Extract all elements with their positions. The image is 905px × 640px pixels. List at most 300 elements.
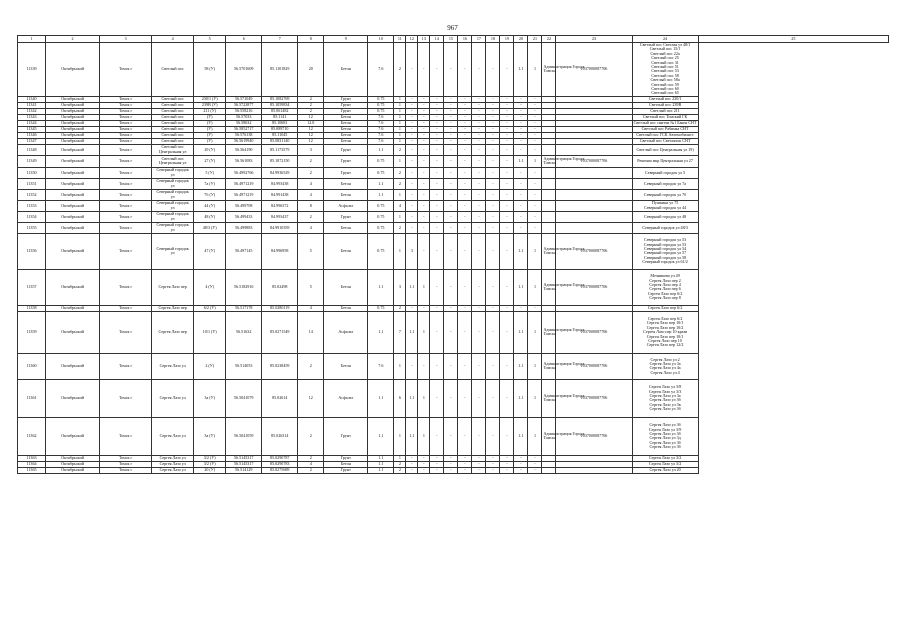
cell-c22: - — [528, 200, 542, 211]
cell-served-addresses-line: Сергея Лазо ул 3/3 — [648, 388, 682, 394]
cell-owner-line: Администрация Города — [543, 360, 585, 366]
cell-served-addresses-line: Сергея Лазо пер 8 — [649, 295, 681, 301]
cell-c13: - — [406, 96, 418, 102]
cell-surface: Бетон — [324, 114, 368, 120]
cell-area: 14 — [298, 311, 324, 353]
cell-district: Октябрьский — [46, 311, 100, 353]
cell-c18: - — [472, 305, 486, 311]
cell-c22: - — [528, 222, 542, 233]
cell-served-addresses — [632, 353, 698, 379]
cell-owner-line: Администрация Города — [543, 326, 585, 332]
cell-volume: 0.75 — [368, 200, 394, 211]
cell-c17: - — [458, 43, 472, 97]
table-row — [18, 167, 889, 178]
cell-c19: - — [486, 211, 500, 222]
cell-street-line: Сергея Лазо ул — [159, 395, 186, 401]
cell-latitude: 56.58632 — [226, 120, 262, 126]
cell-c18: - — [472, 211, 486, 222]
cell-c16: - — [444, 379, 458, 417]
cell-c20: - — [500, 233, 514, 269]
cell-longitude: 84.996958 — [262, 233, 298, 269]
cell-served-addresses-line: Светлый пос Центральная ул 19) — [636, 146, 694, 152]
cell-number: 47 (У) — [194, 233, 226, 269]
cell-district: Октябрьский — [46, 43, 100, 97]
cell-latitude: 56.5852717 — [226, 126, 262, 132]
cell-street-line: Светлый пос — [161, 120, 184, 126]
cell-c17: - — [458, 178, 472, 189]
column-number-10: 10 — [368, 36, 394, 43]
cell-longitude: 85.0831140 — [262, 138, 298, 144]
cell-volume: 0.75 — [368, 96, 394, 102]
cell-c21: - — [514, 178, 528, 189]
cell-number: 6/2 (У) — [194, 305, 226, 311]
cell-c21: - — [514, 144, 528, 155]
cell-c13: 1.1 — [406, 269, 418, 305]
cell-c22: 1 — [528, 353, 542, 379]
column-number-6: 6 — [226, 36, 262, 43]
cell-c20: - — [500, 200, 514, 211]
cell-served-addresses-line: Светлый пос ГСК Автомобилист — [636, 132, 694, 138]
cell-served-addresses — [632, 233, 698, 269]
cell-surface: Бетон — [324, 233, 368, 269]
cell-ogrn — [556, 144, 632, 155]
cell-owner-line: Администрация Города — [543, 64, 585, 70]
cell-id: 11347 — [18, 138, 46, 144]
cell-street-line: Сергея Лазо ул — [159, 455, 186, 461]
cell-served-addresses-line: Сергея Лазо ул 20 — [649, 467, 681, 473]
cell-c17: - — [458, 102, 472, 108]
cell-served-addresses-line: Сергея Лазо ул 4 — [650, 369, 680, 375]
cell-c16: - — [444, 200, 458, 211]
cell-c22: - — [528, 120, 542, 126]
cell-area: 20 — [298, 43, 324, 97]
cell-c18: - — [472, 353, 486, 379]
table-row — [18, 353, 889, 379]
cell-street-line: ул — [170, 204, 175, 210]
cell-ogrn — [556, 200, 632, 211]
cell-street-line: ул — [170, 215, 175, 221]
cell-street-line: ул — [170, 171, 175, 177]
cell-c19: - — [486, 311, 500, 353]
cell-ogrn — [556, 189, 632, 200]
cell-street-line: Светлый пос — [161, 144, 184, 150]
cell-city: Томск г — [100, 311, 152, 353]
cell-area: 3 — [298, 144, 324, 155]
cell-volume: 1.1 — [368, 455, 394, 461]
cell-number: 27 (У) — [194, 155, 226, 167]
cell-c16: - — [444, 43, 458, 97]
cell-owner — [542, 200, 556, 211]
cell-c12: 1 — [394, 102, 406, 108]
table-row — [18, 233, 889, 269]
cell-ogrn — [556, 467, 632, 473]
cell-area: 12 — [298, 114, 324, 120]
cell-latitude: 56.561083 — [226, 155, 262, 167]
cell-served-addresses-line: Северный городок ул 53 — [643, 241, 687, 247]
cell-c19: - — [486, 167, 500, 178]
column-number-2: 2 — [46, 36, 100, 43]
cell-c14: - — [418, 200, 430, 211]
cell-c13: - — [406, 353, 418, 379]
cell-c19: - — [486, 138, 500, 144]
cell-district: Октябрьский — [46, 155, 100, 167]
cell-c15: - — [430, 311, 444, 353]
cell-served-addresses-line: Северный городок ул 58 — [643, 254, 687, 260]
cell-volume: 0.75 — [368, 211, 394, 222]
table-row — [18, 200, 889, 211]
cell-c15: - — [430, 126, 444, 132]
cell-owner-line: Администрация Города — [543, 281, 585, 287]
cell-area: 2 — [298, 417, 324, 455]
cell-street — [152, 155, 194, 167]
cell-c14: - — [418, 455, 430, 461]
cell-c17: - — [458, 200, 472, 211]
cell-ogrn: 1037000087706 — [556, 379, 632, 417]
cell-owner-line: Администрация Города — [543, 430, 585, 436]
cell-city: Томск г — [100, 126, 152, 132]
cell-owner — [542, 233, 585, 269]
cell-volume: 7.6 — [368, 353, 394, 379]
cell-longitude: 85.026314 — [262, 417, 298, 455]
cell-street-line: Светлый пос — [161, 132, 184, 138]
cell-area: 2 — [298, 211, 324, 222]
cell-city: Томск г — [100, 417, 152, 455]
cell-served-addresses-line: Сергея Лазо пер 2 — [649, 277, 681, 283]
cell-street-line: Сергея Лазо ул — [159, 461, 186, 467]
cell-c18: - — [472, 233, 486, 269]
cell-surface: Грунт — [324, 96, 368, 102]
cell-served-addresses — [632, 178, 698, 189]
cell-street — [152, 222, 194, 233]
cell-c22: - — [528, 455, 542, 461]
cell-c13: - — [406, 461, 418, 467]
cell-served-addresses — [632, 417, 698, 455]
cell-street-line: ул — [170, 226, 175, 232]
cell-c21: - — [514, 467, 528, 473]
cell-c17: - — [458, 353, 472, 379]
cell-volume: 0.75 — [368, 233, 394, 269]
cell-owner — [542, 379, 585, 417]
cell-c19: - — [486, 114, 500, 120]
cell-street-line: Северный городок — [156, 200, 189, 206]
cell-served-addresses-line: Сергея Лазо пер 10/1 — [646, 320, 684, 326]
cell-number: (У) — [194, 132, 226, 138]
cell-served-addresses — [632, 155, 698, 167]
cell-c21: - — [514, 461, 528, 467]
cell-served-addresses-line: Сергея Лазо пер 12/2 — [646, 342, 684, 348]
cell-c20: - — [500, 178, 514, 189]
cell-city: Томск г — [100, 43, 152, 97]
cell-id: 11355 — [18, 222, 46, 233]
cell-c21: 1.1 — [514, 353, 528, 379]
cell-id: 11348 — [18, 144, 46, 155]
cell-served-addresses-line: Светлый пос 58а — [650, 77, 680, 83]
cell-c17: - — [458, 467, 472, 473]
cell-c13: 3 — [406, 233, 418, 269]
cell-owner — [542, 211, 556, 222]
cell-c17: - — [458, 305, 472, 311]
cell-c20: - — [500, 43, 514, 97]
cell-c17: - — [458, 461, 472, 467]
cell-number: 3а (У) — [194, 379, 226, 417]
cell-c20: - — [500, 155, 514, 167]
cell-city: Томск г — [100, 305, 152, 311]
cell-latitude: 56.499883 — [226, 222, 262, 233]
cell-served-addresses — [632, 311, 698, 353]
cell-city: Томск г — [100, 467, 152, 473]
cell-c14: - — [418, 138, 430, 144]
cell-city: Томск г — [100, 167, 152, 178]
cell-c12: 3 — [394, 269, 406, 305]
cell-volume: 7.6 — [368, 126, 394, 132]
cell-c12: 7 — [394, 311, 406, 353]
cell-c21: - — [514, 102, 528, 108]
cell-served-addresses-line: Сергея Лазо ул 3/2 — [648, 461, 682, 467]
cell-longitude: 85.0290783 — [262, 461, 298, 467]
cell-latitude: 56.576138 — [226, 132, 262, 138]
cell-city: Томск г — [100, 461, 152, 467]
cell-c13: - — [406, 455, 418, 461]
table-row — [18, 311, 889, 353]
cell-served-addresses-line: Сергея Лазо ул 2 — [650, 356, 680, 362]
cell-served-addresses-line: Сергея Лазо ул 3б — [649, 406, 681, 412]
cell-c15: - — [430, 189, 444, 200]
cell-c22: - — [528, 178, 542, 189]
cell-id: 11344 — [18, 120, 46, 126]
cell-served-addresses-line: Светлый пос Томский ГК — [642, 114, 688, 120]
cell-c18: - — [472, 96, 486, 102]
cell-c13: - — [406, 305, 418, 311]
cell-district: Октябрьский — [46, 114, 100, 120]
table-row — [18, 269, 889, 305]
cell-c19: - — [486, 379, 500, 417]
cell-c19: - — [486, 269, 500, 305]
cell-served-addresses-line: Мечникова ул 49 — [650, 273, 680, 279]
cell-c16: - — [444, 417, 458, 455]
cell-c21: - — [514, 96, 528, 102]
cell-area: 2 — [298, 102, 324, 108]
cell-area: 8 — [298, 200, 324, 211]
cell-c14: - — [418, 178, 430, 189]
cell-c13: - — [406, 102, 418, 108]
cell-served-addresses-line: Северный городок ул 5 — [644, 169, 686, 175]
cell-c15: - — [430, 96, 444, 102]
cell-latitude: 56.5145317 — [226, 461, 262, 467]
cell-number: 230/1 (У) — [194, 96, 226, 102]
cell-c14: - — [418, 155, 430, 167]
table-row — [18, 211, 889, 222]
cell-street-line: Светлый пос — [161, 155, 184, 161]
cell-c19: - — [486, 455, 500, 461]
cell-c12: 1 — [394, 455, 406, 461]
cell-street-line: Светлый пос — [161, 66, 184, 72]
cell-c15: - — [430, 102, 444, 108]
cell-area: 2 — [298, 467, 324, 473]
cell-ogrn — [556, 222, 632, 233]
cell-c14: - — [418, 144, 430, 155]
cell-c13: - — [406, 114, 418, 120]
cell-volume: 7.6 — [368, 114, 394, 120]
cell-c16: - — [444, 144, 458, 155]
cell-id: 11350 — [18, 167, 46, 178]
cell-c14: - — [418, 467, 430, 473]
cell-c15: - — [430, 138, 444, 144]
cell-c19: - — [486, 222, 500, 233]
cell-c12: 1 — [394, 138, 406, 144]
cell-longitude: 84.993438 — [262, 178, 298, 189]
cell-served-addresses-line: Светлый пос Рабинка СНТ — [641, 126, 689, 132]
cell-c15: - — [430, 305, 444, 311]
column-number-row — [18, 36, 889, 43]
cell-c14: - — [418, 353, 430, 379]
cell-longitude: 85.02614 — [262, 379, 298, 417]
cell-served-addresses — [632, 200, 698, 211]
cell-number: 3а (У) — [194, 417, 226, 455]
cell-id: 11343 — [18, 114, 46, 120]
cell-longitude: 85.1101829 — [262, 43, 298, 97]
cell-surface: Бетон — [324, 222, 368, 233]
cell-latitude: 56.499708 — [226, 200, 262, 211]
cell-served-addresses-line: Сергея Лазо ул 3д — [649, 435, 681, 441]
cell-street-line: Сергея Лазо пер — [158, 329, 187, 335]
cell-district: Октябрьский — [46, 211, 100, 222]
cell-c16: - — [444, 114, 458, 120]
column-number-1: 1 — [18, 36, 46, 43]
cell-number: 5 (У) — [194, 167, 226, 178]
cell-c13: - — [406, 126, 418, 132]
cell-c16: - — [444, 211, 458, 222]
cell-c16: - — [444, 120, 458, 126]
cell-c20: - — [500, 126, 514, 132]
cell-longitude: 85.1141 — [262, 114, 298, 120]
cell-c19: - — [486, 102, 500, 108]
cell-c22: - — [528, 138, 542, 144]
cell-id: 11359 — [18, 311, 46, 353]
cell-c14: 1 — [418, 417, 430, 455]
column-number-22: 22 — [542, 36, 556, 43]
cell-c20: - — [500, 311, 514, 353]
cell-c13: - — [406, 43, 418, 97]
cell-district: Октябрьский — [46, 108, 100, 114]
cell-c13: - — [406, 155, 418, 167]
cell-id: 11341 — [18, 102, 46, 108]
cell-district: Октябрьский — [46, 222, 100, 233]
table-row — [18, 43, 889, 97]
cell-c16: - — [444, 178, 458, 189]
cell-c17: - — [458, 126, 472, 132]
cell-longitude: 85.02498 — [262, 269, 298, 305]
cell-c12: 2 — [394, 305, 406, 311]
cell-c19: - — [486, 353, 500, 379]
cell-volume: 1.1 — [368, 178, 394, 189]
cell-c14: - — [418, 305, 430, 311]
cell-c15: - — [430, 108, 444, 114]
cell-volume: 1.1 — [368, 379, 394, 417]
cell-street-line: Северный городок — [156, 245, 189, 251]
cell-latitude: 56.5145317 — [226, 455, 262, 461]
cell-ogrn: 1037000087706 — [556, 43, 632, 97]
cell-owner — [542, 269, 585, 305]
cell-street-line: ул — [170, 193, 175, 199]
cell-volume: 1.1 — [368, 311, 394, 353]
table-body — [18, 43, 889, 474]
cell-c18: - — [472, 417, 486, 455]
cell-surface: Бетон — [324, 138, 368, 144]
cell-c14: - — [418, 126, 430, 132]
cell-c21: - — [514, 305, 528, 311]
cell-district: Октябрьский — [46, 132, 100, 138]
cell-c12: 1 — [394, 108, 406, 114]
cell-c20: - — [500, 144, 514, 155]
cell-surface: Бетон — [324, 269, 368, 305]
cell-c21: - — [514, 132, 528, 138]
cell-c19: - — [486, 155, 500, 167]
cell-number: (У) — [194, 120, 226, 126]
registry-table — [17, 35, 889, 474]
cell-ogrn: 1037000087706 — [556, 311, 632, 353]
cell-c15: - — [430, 353, 444, 379]
cell-surface: Бетон — [324, 305, 368, 311]
cell-served-addresses — [632, 222, 698, 233]
cell-latitude: 56.571049 — [226, 96, 262, 102]
cell-c19: - — [486, 178, 500, 189]
cell-surface: Грунт — [324, 144, 368, 155]
cell-c19: - — [486, 233, 500, 269]
cell-c15: - — [430, 114, 444, 120]
cell-c16: - — [444, 233, 458, 269]
cell-c18: - — [472, 102, 486, 108]
cell-c19: - — [486, 467, 500, 473]
cell-c17: - — [458, 138, 472, 144]
table-row — [18, 417, 889, 455]
cell-id: 11353 — [18, 200, 46, 211]
cell-served-addresses-line: Северный городок ул 48/3 — [642, 224, 688, 230]
cell-district: Октябрьский — [46, 305, 100, 311]
cell-c18: - — [472, 114, 486, 120]
cell-served-addresses-line: Светлый пос 51 — [651, 64, 679, 70]
cell-c12: 2 — [394, 178, 406, 189]
cell-owner — [542, 189, 556, 200]
column-number-14: 14 — [430, 36, 444, 43]
cell-volume: 0.75 — [368, 155, 394, 167]
cell-area: 2 — [298, 108, 324, 114]
cell-served-addresses-line: Светлый пос 239В — [648, 102, 682, 108]
cell-c19: - — [486, 200, 500, 211]
column-number-12: 12 — [406, 36, 418, 43]
cell-c20: - — [500, 269, 514, 305]
cell-street-line: Светлый пос — [161, 126, 184, 132]
cell-city: Томск г — [100, 120, 152, 126]
cell-c18: - — [472, 120, 486, 126]
cell-c18: - — [472, 461, 486, 467]
cell-c17: - — [458, 222, 472, 233]
cell-owner-line: Томска — [543, 286, 556, 292]
cell-c12: 2 — [394, 461, 406, 467]
cell-owner — [542, 222, 556, 233]
cell-served-addresses-line: Северный городок ул 48 — [643, 213, 687, 219]
cell-number: 7а (У) — [194, 178, 226, 189]
cell-c18: - — [472, 167, 486, 178]
cell-area: 4 — [298, 178, 324, 189]
cell-area: 2 — [298, 155, 324, 167]
cell-c20: - — [500, 467, 514, 473]
cell-c16: - — [444, 108, 458, 114]
cell-latitude: 56.514129 — [226, 467, 262, 473]
cell-street-line: Сергея Лазо ул — [159, 467, 186, 473]
cell-c21: - — [514, 189, 528, 200]
cell-number: 10/1 (У) — [194, 311, 226, 353]
cell-street-line: Сергея Лазо пер — [158, 305, 187, 311]
